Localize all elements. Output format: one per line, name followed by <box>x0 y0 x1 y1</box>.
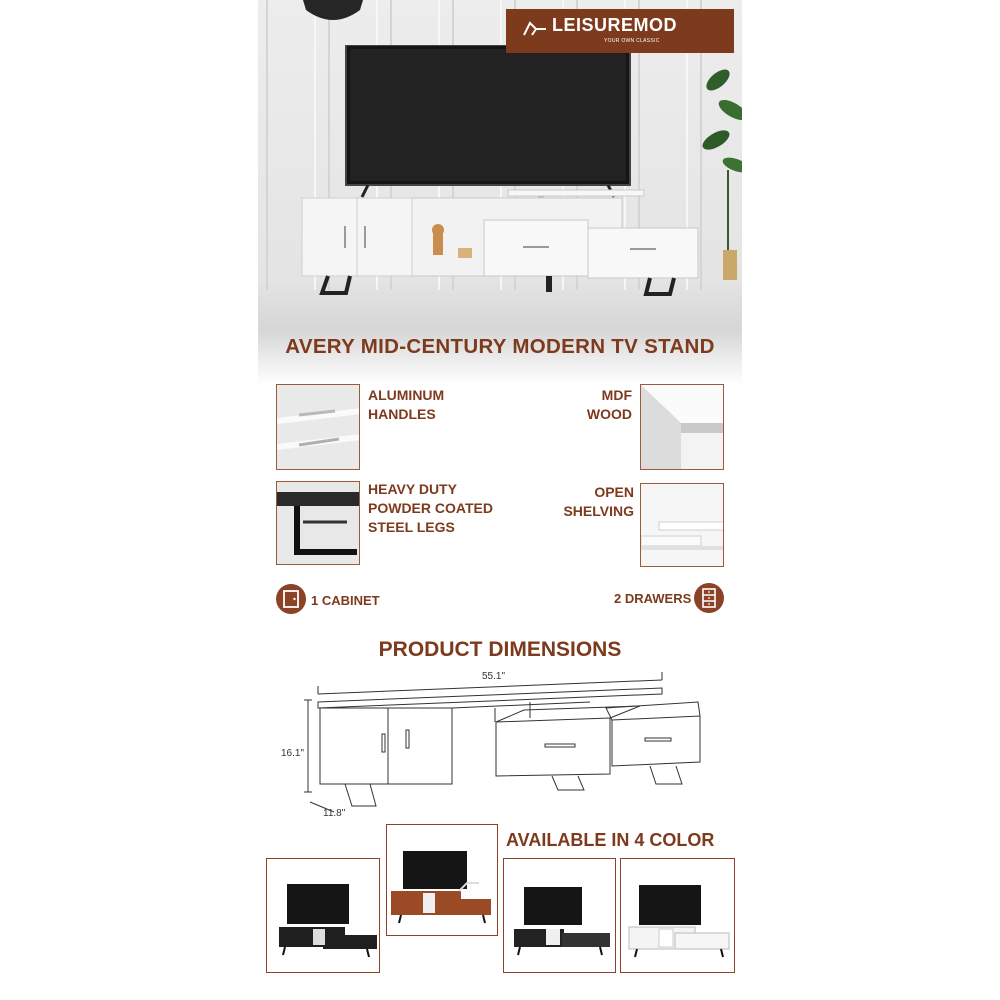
hero-image <box>258 0 742 385</box>
brand-tagline: YOUR OWN CLASSIC <box>604 38 660 44</box>
brand-logo <box>506 9 734 53</box>
pendant-lamp-icon <box>298 0 368 30</box>
color-option-walnut[interactable] <box>386 824 498 936</box>
feature-open-shelving: OPEN SHELVING <box>563 484 634 519</box>
color-option-black-white[interactable] <box>503 858 616 973</box>
drawer-count: 2 DRAWERS <box>614 591 692 606</box>
color-option-black[interactable] <box>266 858 380 973</box>
height-label: 16.1" <box>281 748 305 759</box>
cabinet-icon <box>276 584 306 614</box>
depth-label: 11.8" <box>323 808 346 819</box>
tv-stand-image <box>298 188 738 298</box>
steel-legs-photo <box>276 481 360 565</box>
feature-aluminum-handles: ALUMINUM HANDLES <box>368 387 445 422</box>
feature-mdf-wood: MDF WOOD <box>586 387 632 422</box>
drawers-icon <box>694 583 724 613</box>
brand-name: LEISUREMOD <box>552 15 678 35</box>
mdf-wood-photo <box>640 384 724 470</box>
lounge-chair-icon <box>522 19 548 37</box>
dimension-drawing <box>290 666 710 826</box>
colors-title: AVAILABLE IN 4 COLOR <box>506 830 715 850</box>
feature-steel-legs: HEAVY DUTY POWDER COATED STEEL LEGS <box>368 481 493 535</box>
aluminum-handles-photo <box>276 384 360 470</box>
dimensions-title: PRODUCT DIMENSIONS <box>378 638 622 661</box>
cabinet-count: 1 CABINET <box>311 593 380 608</box>
color-option-white[interactable] <box>620 858 735 973</box>
product-title: AVERY MID-CENTURY MODERN TV STAND <box>285 335 715 358</box>
open-shelving-photo <box>640 483 724 567</box>
width-label: 55.1" <box>482 671 506 682</box>
tv-icon <box>338 45 638 210</box>
